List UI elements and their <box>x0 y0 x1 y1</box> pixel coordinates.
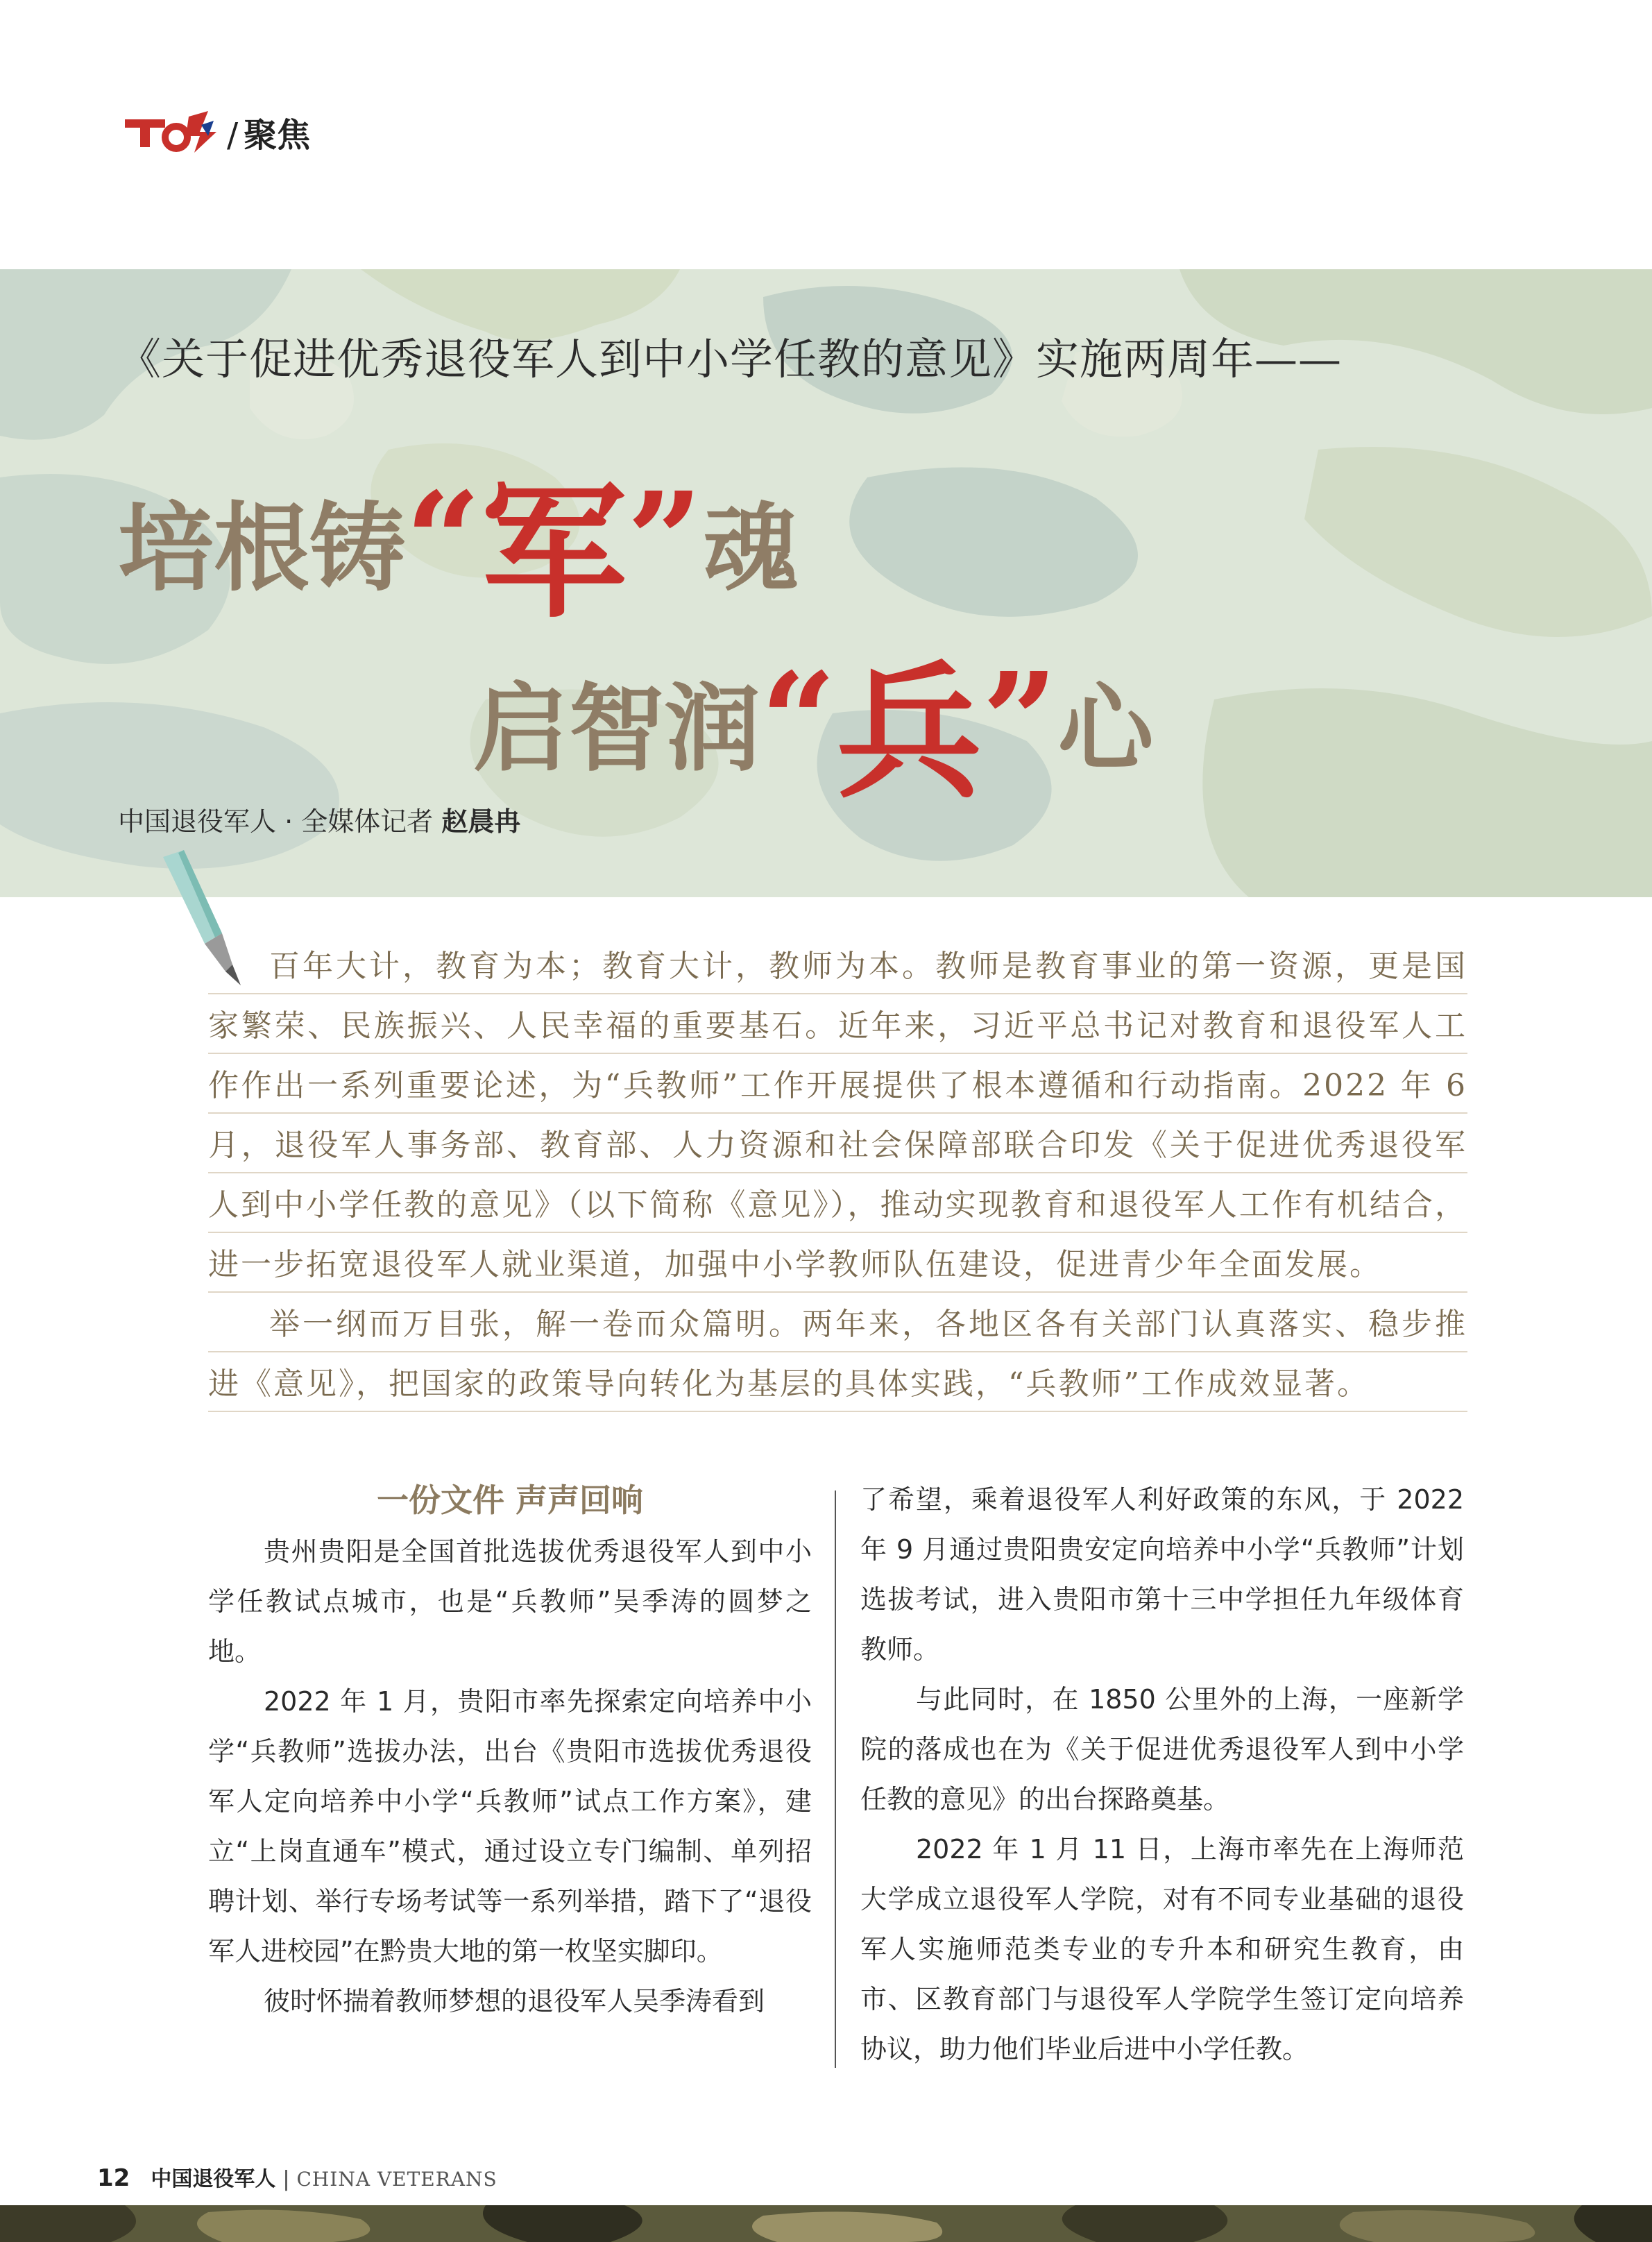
article-column-left <box>208 1475 812 2026</box>
title-banner <box>0 269 1652 897</box>
body-paragraph: 与此同时，在 1850 公里外的上海，一座新学院的落成也在为《关于促进优秀退役军人到中小学任教的意见》的出台探路奠基。 <box>860 1684 1464 1815</box>
intro-paragraph-1: 百年大计，教育为本；教育大计，教师为本。教师是教育事业的第一资源，更是国家繁荣、民族振兴、人民幸福的重要基石。近年来，习近平总书记对教育和退役军人工作作出一系列重要论述，为“兵教师”工作开展提供了根本遵循和行动指南。2022 年 6 月，退役军人事务部、教育部、人力资源和社会保障部联合印发《关于促进优秀退役军人到中小学任教的意见》（以下简称《意见》），推动实现教育和退役军人工作有机结合，进一步拓宽退役军人就业渠道，加强中小学教师队伍建设，促进青少年全面发展。 <box>208 937 1467 1295</box>
intro-lead <box>208 937 1467 1414</box>
article-column-right <box>860 1475 1464 2074</box>
section-label: / 聚焦 <box>227 115 311 155</box>
footer-separator: | <box>282 2167 290 2191</box>
section-header <box>125 104 310 160</box>
page-number: 12 <box>97 2164 130 2192</box>
body-paragraph: 2022 年 1 月 11 日，上海市率先在上海师范大学成立退役军人学院，对有不同专业基础的退役军人实施师范类专业的专升本和研究生教育，由市、区教育部门与退役军人学院学生签订定向培养协议，助力他们毕业后进中小学任教。 <box>860 1834 1464 2064</box>
intro-paragraph-2: 举一纲而万目张，解一卷而众篇明。两年来，各地区各有关部门认真落实、稳步推进《意见》，把国家的政策导向转化为基层的具体实践，“兵教师”工作成效显著。 <box>208 1295 1467 1414</box>
author-name: 赵晨冉 <box>441 806 521 837</box>
section-heading: 一份文件 声声回响 <box>376 1481 643 1519</box>
magazine-name-en: CHINA VETERANS <box>296 2168 497 2191</box>
page-footer <box>97 2162 497 2192</box>
camouflage-strip <box>0 2205 1652 2242</box>
magazine-name: 中国退役军人 <box>151 2167 276 2191</box>
title-line-1: 培根铸“军”魂 <box>118 463 799 638</box>
byline: 中国退役军人 · 全媒体记者 赵晨冉 <box>118 806 521 837</box>
column-divider <box>835 1491 836 2068</box>
title-line-2: 启智润“兵”心 <box>473 643 1154 818</box>
body-paragraph: 2022 年 1 月，贵阳市率先探索定向培养中小学“兵教师”选拔办法，出台《贵阳市选拔优秀退役军人定向培养中小学“兵教师”试点工作方案》，建立“上岗直通车”模式，通过设立专门编制、单列招聘计划、举行专场考试等一系列举措，踏下了“退役军人进校园”在黔贵大地的第一枚坚实脚印。 <box>208 1686 812 1967</box>
body-paragraph: 彼时怀揣着教师梦想的退役军人吴季涛看到 <box>264 1986 765 2016</box>
body-paragraph: 贵州贵阳是全国首批选拔优秀退役军人到中小学任教试点城市，也是“兵教师”吴季涛的圆梦之地。 <box>208 1536 812 1667</box>
magazine-logo-icon <box>125 104 219 160</box>
banner-kicker: 《关于促进优秀退役军人到中小学任教的意见》实施两周年—— <box>118 334 1343 384</box>
body-paragraph: 了希望，乘着退役军人利好政策的东风，于 2022 年 9 月通过贵阳贵安定向培养中小学“兵教师”计划选拔考试，进入贵阳市第十三中学担任九年级体育教师。 <box>860 1484 1464 1665</box>
